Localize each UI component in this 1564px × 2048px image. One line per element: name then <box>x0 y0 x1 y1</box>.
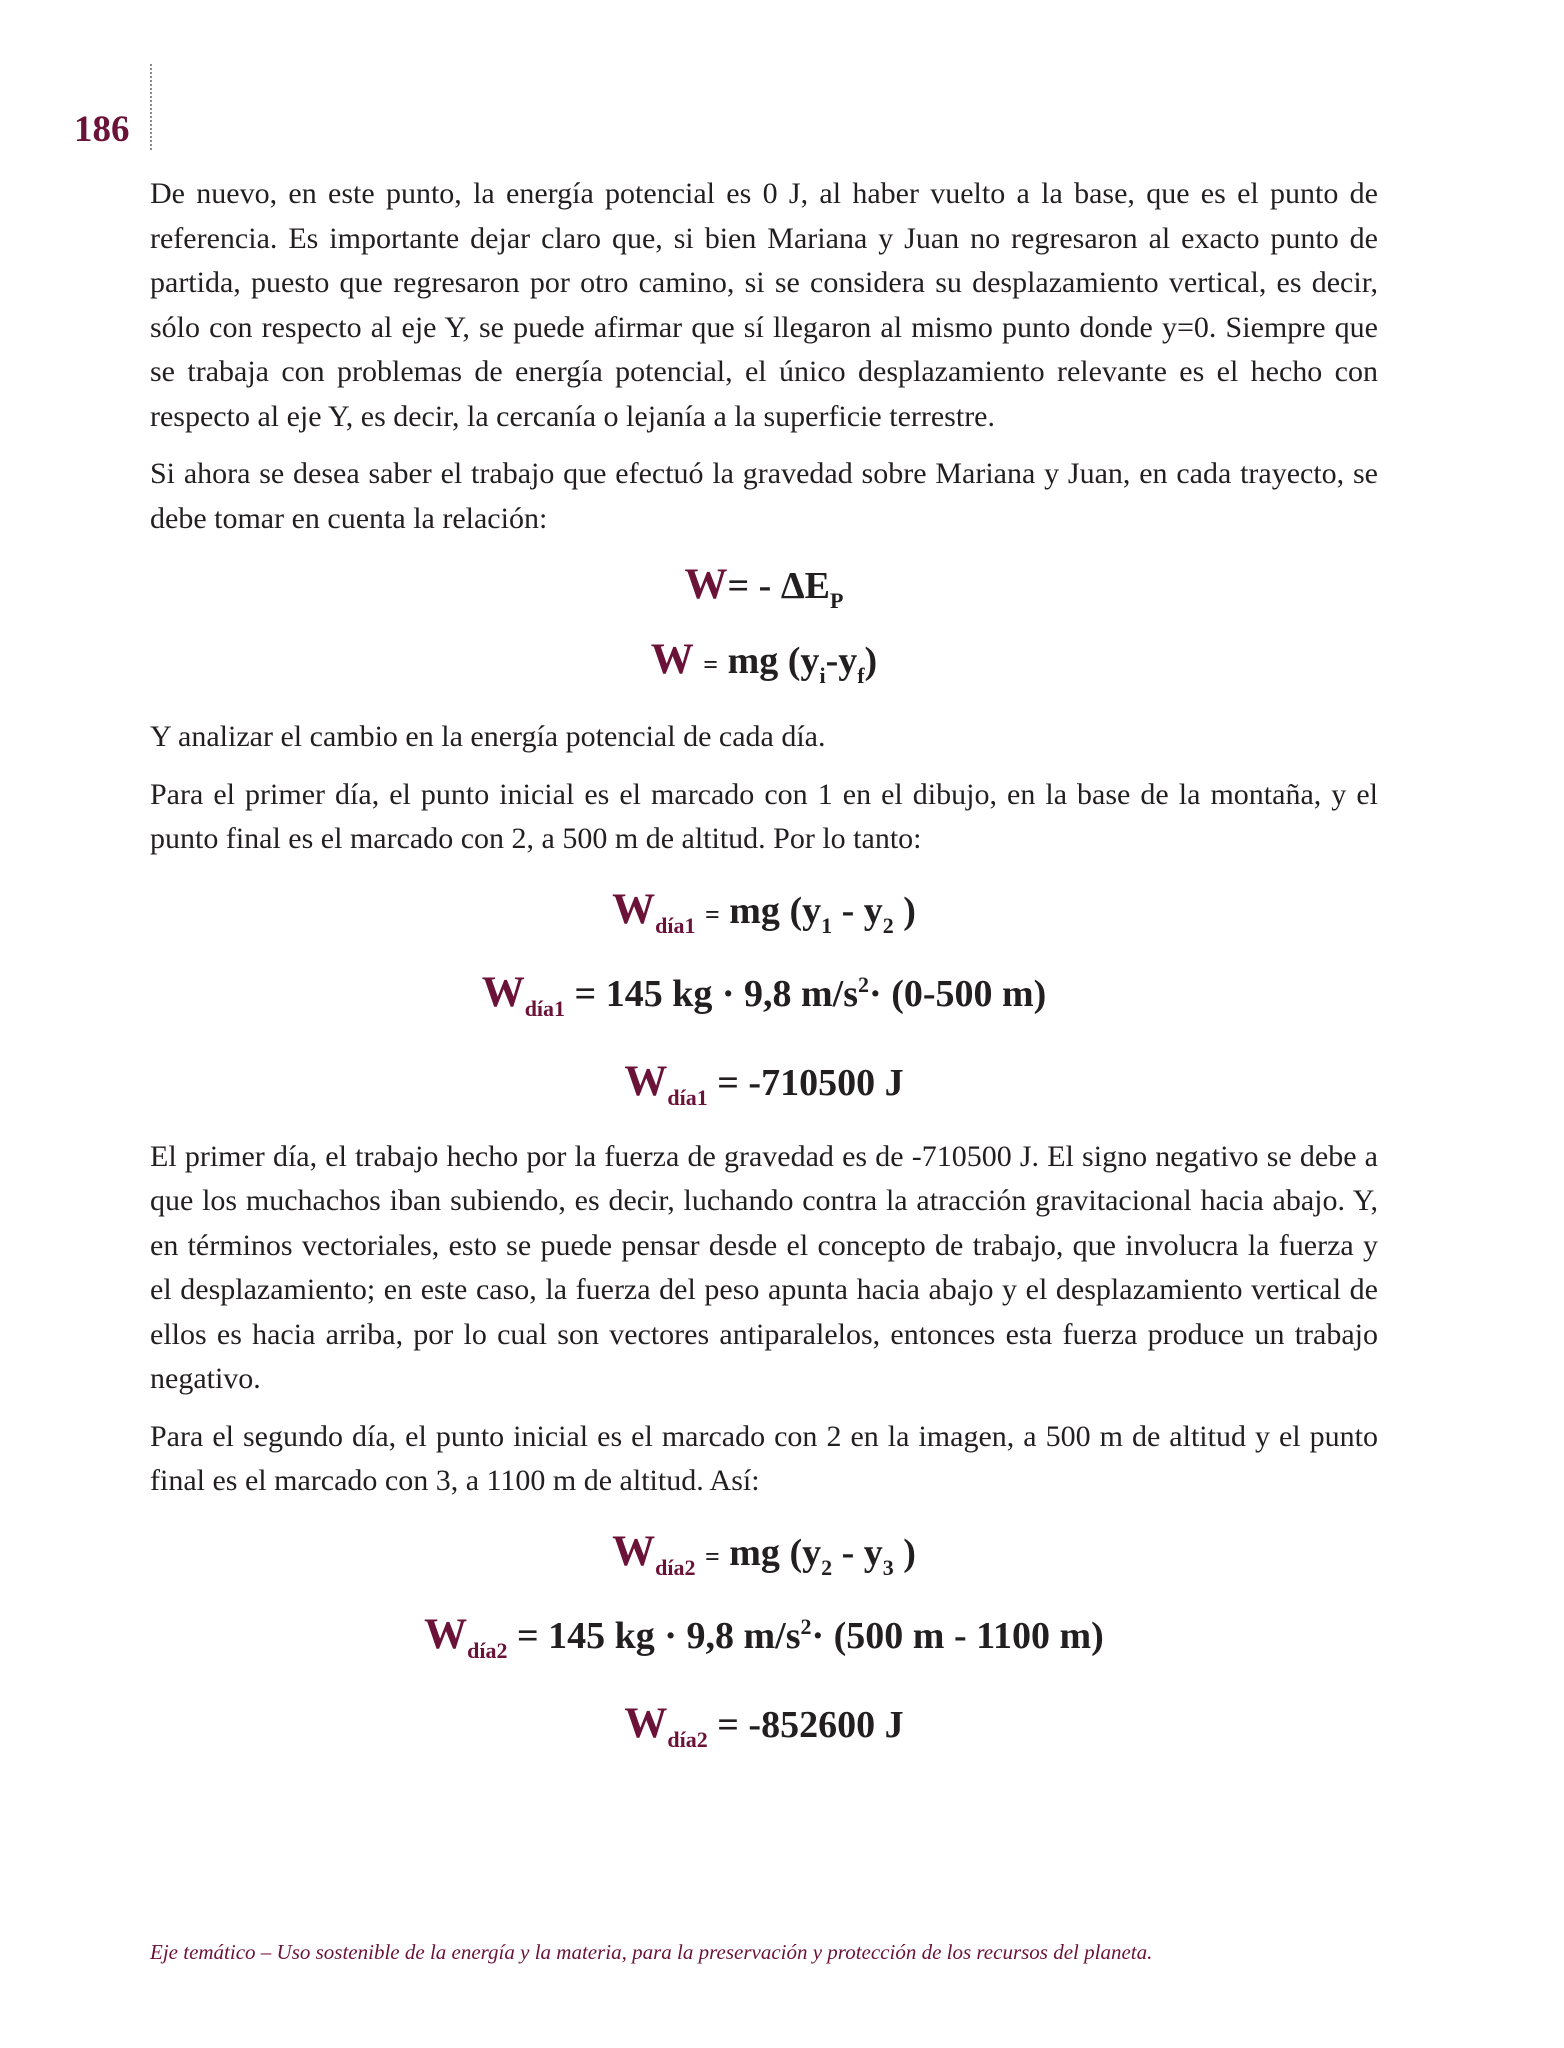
eq-symbol: W <box>624 1057 668 1105</box>
eq-day-sub: día1 <box>524 995 566 1021</box>
paragraph-1: De nuevo, en este punto, la energía potencial es 0 J, al haber vuelto a la base, que es el punto de referencia. Es importante dejar claro que, si bien Mariana y Juan no regresaron al exacto punto de partida, puesto que regresaron por otro camino, si se considera su desplazamiento vertical, es decir, sólo con respecto al eje Y, se puede afirmar que sí llegaron al mismo punto donde y=0. Siempre que se trabaja con problemas de energía potencial, el único desplazamiento relevante es el hecho con respecto al eje Y, es decir, la cercanía o lejanía a la superficie terrestre. <box>150 177 1378 433</box>
paragraph-3: Y analizar el cambio en la energía potencial de cada día. <box>150 720 826 753</box>
eq-symbol: W <box>612 1527 656 1575</box>
eq-subscript: P <box>830 588 844 613</box>
equation-work-potential <box>150 561 1378 613</box>
equation-day2-formula <box>150 1527 1378 1580</box>
eq-day-sub: día1 <box>655 912 696 938</box>
eq-text: = 145 kg · 9,8 m/s <box>517 1614 801 1657</box>
paragraph-4: Para el primer día, el punto inicial es el marcado con 1 en el dibujo, en la base de la montaña, y el punto final es el marcado con 2, a 500 m de altitud. Por lo tanto: <box>150 777 1378 855</box>
eq-sub-f: f <box>857 663 865 688</box>
eq-symbol: W <box>684 561 728 608</box>
eq-rest: = - ΔE <box>727 565 831 607</box>
paragraph-2: Si ahora se desea saber el trabajo que efectuó la gravedad sobre Mariana y Juan, en cada trayecto, se debe tomar en cuenta la relación: <box>150 457 1378 535</box>
equation-day1-result <box>150 1057 1378 1110</box>
eq-mg: mg <box>729 889 780 932</box>
header-divider <box>150 64 152 150</box>
eq-symbol: W <box>424 1610 468 1658</box>
eq-open: (y <box>789 1531 822 1574</box>
eq-open: (y <box>789 889 822 932</box>
eq-symbol: W <box>612 885 656 933</box>
eq-sub-i: i <box>819 663 826 688</box>
equation-day2-result <box>150 1699 1378 1752</box>
eq-day-sub: día2 <box>467 1637 508 1663</box>
eq-sub-b: 3 <box>882 1554 894 1580</box>
eq-close: ) <box>893 889 916 932</box>
eq-equals: = <box>704 1541 720 1571</box>
eq-sub-b: 2 <box>882 912 894 938</box>
eq-symbol: W <box>624 1699 668 1747</box>
eq-open: (y <box>787 640 820 682</box>
paragraph-6: Para el segundo día, el punto inicial es el marcado con 2 en la imagen, a 500 m de altitud y el punto final es el marcado con 3, a 1100 m de altitud. Así: <box>150 1419 1378 1497</box>
eq-minus: -y <box>825 640 858 682</box>
equation-day1-values <box>150 968 1378 1021</box>
paragraph-5: El primer día, el trabajo hecho por la fuerza de gravedad es de -710500 J. El signo negativo se debe a que los muchachos iban subiendo, es decir, luchando contra la atracción gravitacional hacia abajo. Y, en términos vectoriales, esto se puede pensar desde el concepto de trabajo, que involucra la fuerza y el desplazamiento; en este caso, la fuerza del peso apunta hacia abajo y el desplazamiento vertical de ellos es hacia arriba, por lo cual son vectores antiparalelos, entonces esta fuerza produce un trabajo negativo. <box>150 1139 1378 1395</box>
eq-equals: = <box>704 899 720 929</box>
equation-work-mg <box>150 636 1378 688</box>
eq-close: ) <box>893 1531 916 1574</box>
eq-text: = -710500 J <box>717 1061 904 1104</box>
eq-sup: 2 <box>858 971 870 997</box>
eq-tail: · (500 m - 1100 m) <box>811 1614 1104 1657</box>
eq-day-sub: día2 <box>667 1726 708 1752</box>
eq-symbol: W <box>481 968 525 1016</box>
eq-sub-a: 1 <box>821 912 833 938</box>
eq-minus: - y <box>832 889 883 932</box>
eq-minus: - y <box>832 1531 883 1574</box>
eq-day-sub: día2 <box>655 1554 696 1580</box>
eq-mg: mg <box>727 640 779 682</box>
eq-equals: = <box>703 650 719 679</box>
eq-text: = -852600 J <box>717 1703 904 1746</box>
eq-text: = 145 kg · 9,8 m/s <box>574 972 859 1015</box>
eq-mg: mg <box>729 1531 780 1574</box>
page-number: 186 <box>74 109 130 150</box>
eq-tail: · (0-500 m) <box>869 972 1047 1015</box>
main-content <box>150 172 1378 1752</box>
footer-theme: Eje temático – Uso sostenible de la energía y la materia, para la preservación y protección de los recursos del planeta. <box>150 1940 1153 1964</box>
eq-day-sub: día1 <box>667 1084 708 1110</box>
eq-sup: 2 <box>800 1613 812 1639</box>
eq-close: ) <box>864 640 878 682</box>
equation-day2-values <box>150 1610 1378 1663</box>
eq-symbol: W <box>650 636 694 683</box>
equation-day1-formula <box>150 885 1378 938</box>
eq-sub-a: 2 <box>821 1554 833 1580</box>
